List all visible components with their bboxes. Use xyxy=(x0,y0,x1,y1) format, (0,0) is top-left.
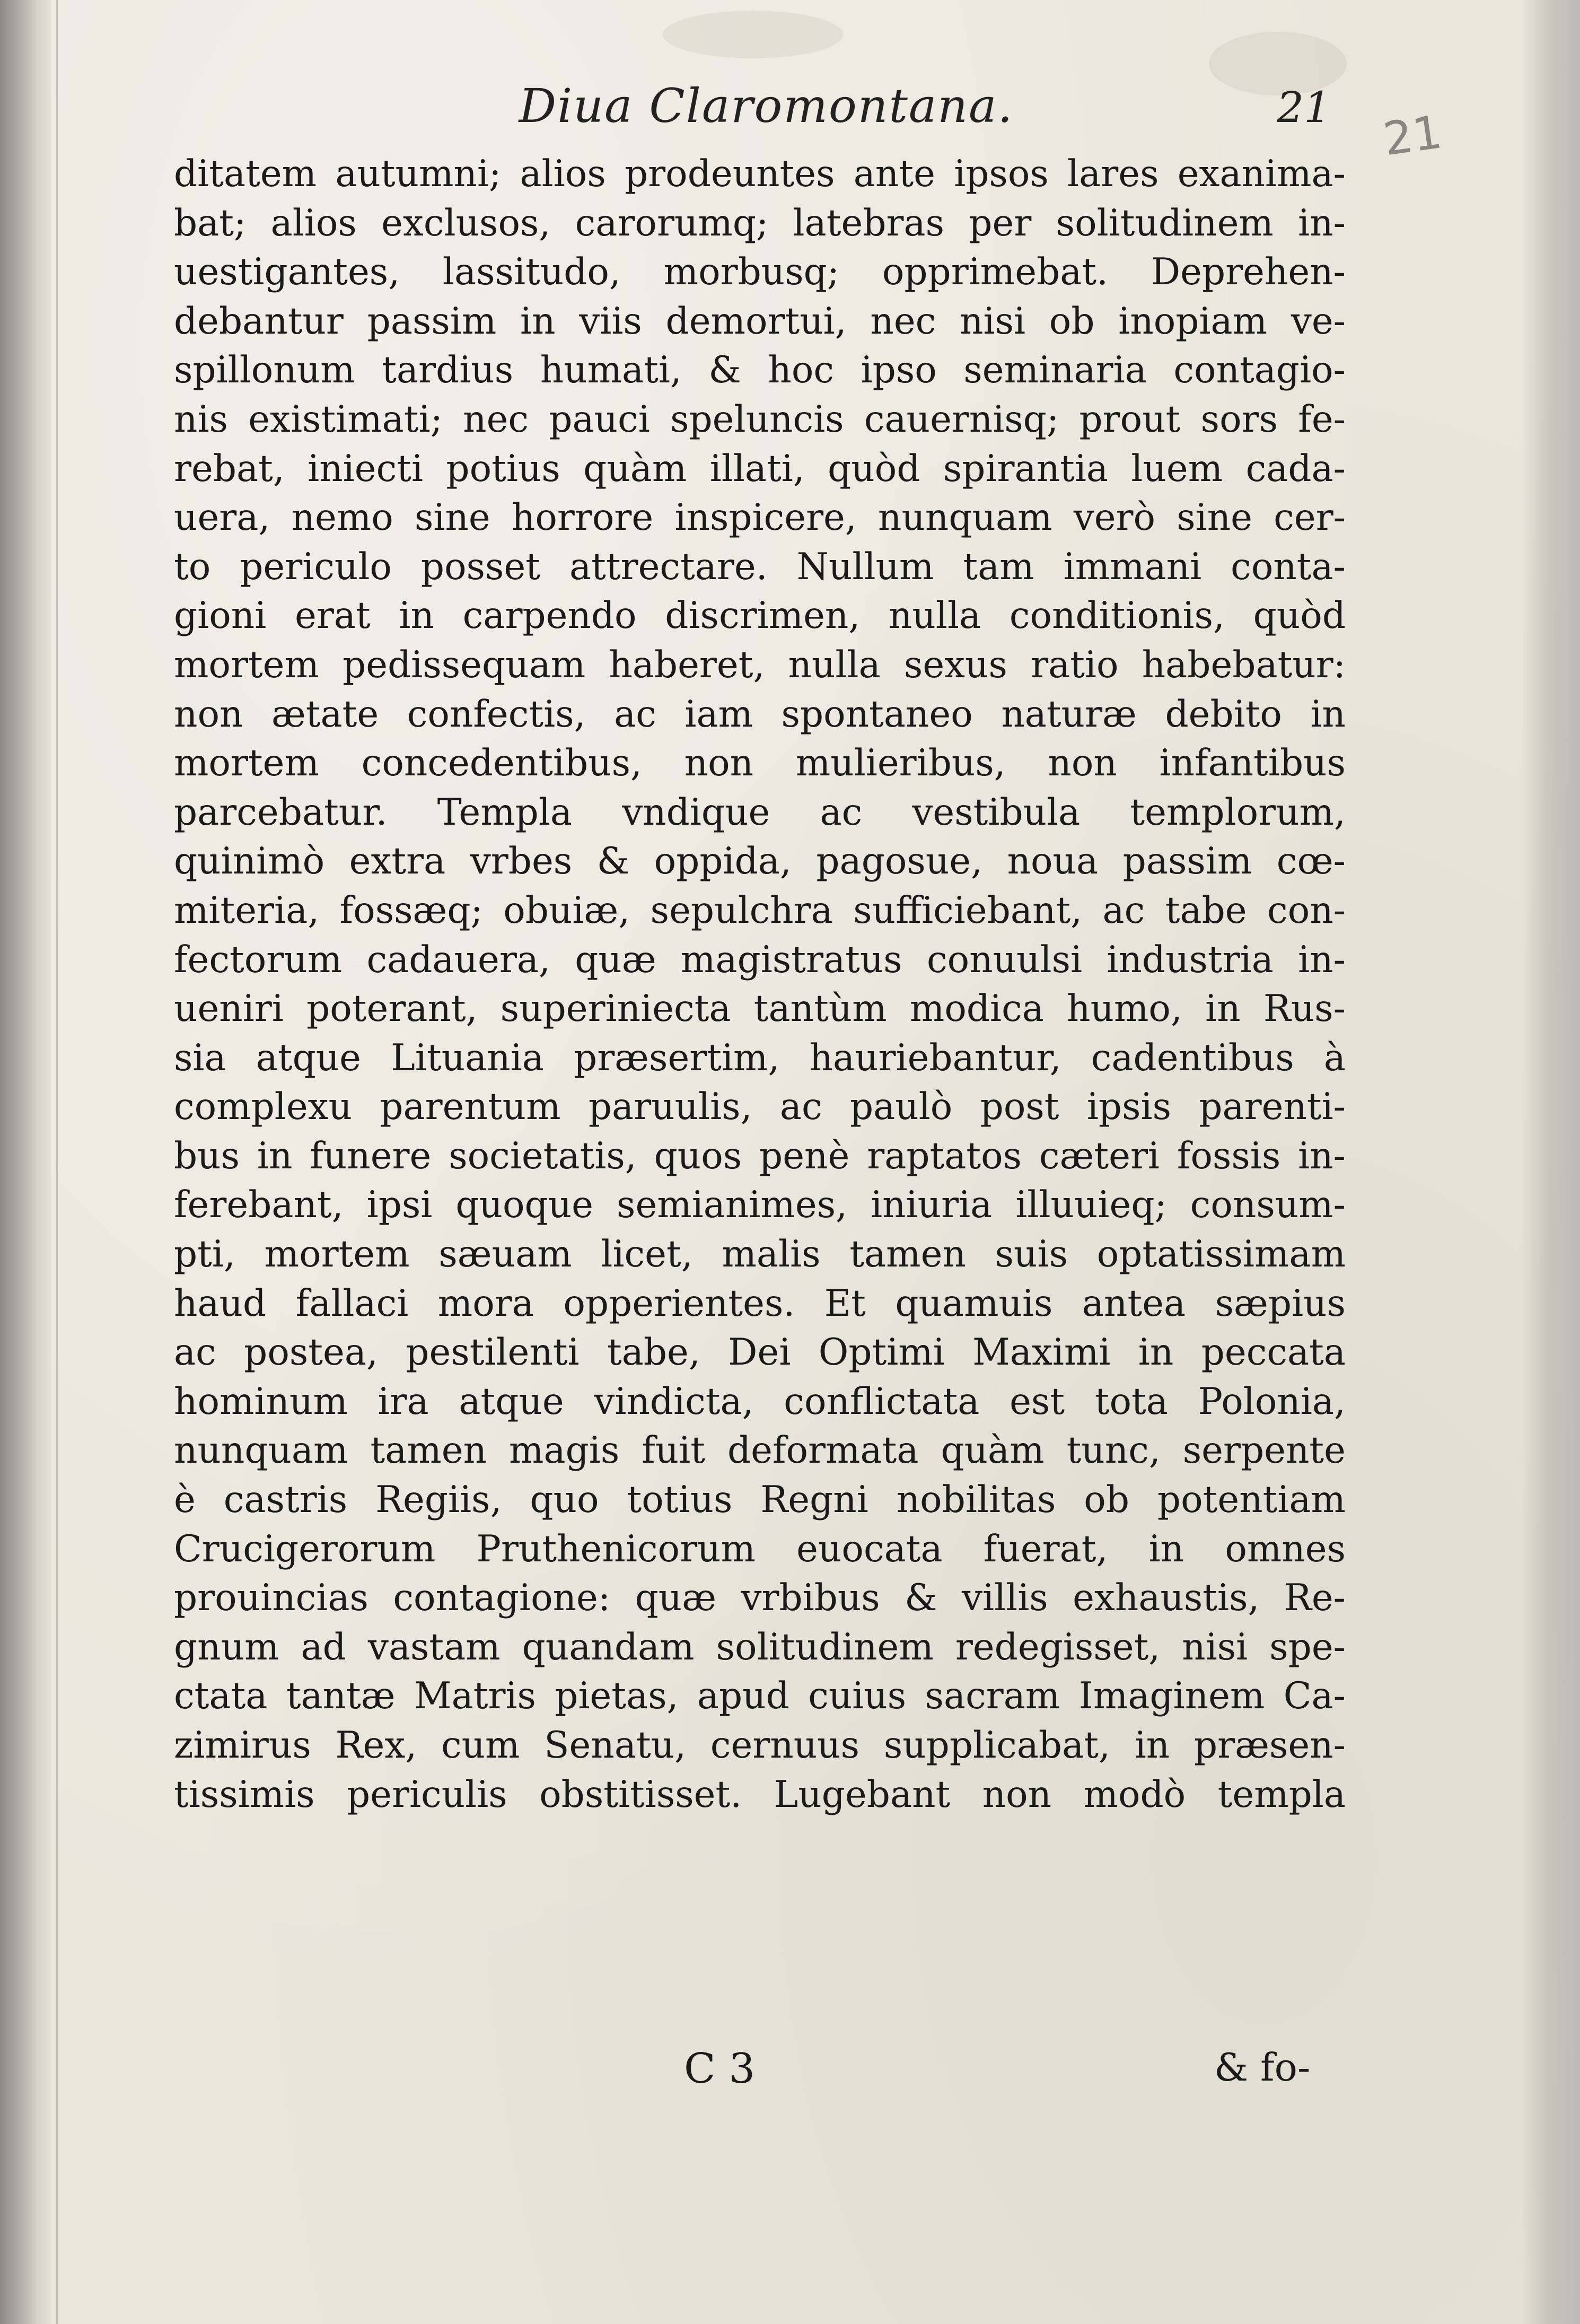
pencil-page-note: 21 xyxy=(1380,106,1445,167)
text-line: uestigantes, lassitudo, morbusq; opprimebat. Deprehen- xyxy=(174,251,1346,294)
text-line: pti, mortem sæuam licet, malis tamen suis optatissimam xyxy=(174,1233,1346,1276)
text-line: debantur passim in viis demortui, nec nisi ob inopiam ve- xyxy=(174,300,1346,343)
text-line: ctata tantæ Matris pietas, apud cuius sacram Imaginem Ca- xyxy=(174,1675,1346,1718)
page-number: 21 xyxy=(1277,83,1331,132)
text-line: to periculo posset attrectare. Nullum tam immani conta- xyxy=(174,545,1346,588)
text-line: gnum ad vastam quandam solitudinem redegisset, nisi spe- xyxy=(174,1626,1346,1668)
text-line: complexu parentum paruulis, ac paulò post ipsis parenti- xyxy=(174,1086,1346,1129)
binding-shadow xyxy=(0,0,51,2324)
body-text xyxy=(174,150,1346,1819)
running-title: Diua Claromontana. xyxy=(519,78,1014,133)
text-line: ferebant, ipsi quoque semianimes, iniuria illuuieq; consum- xyxy=(174,1184,1346,1227)
running-head xyxy=(175,78,1357,142)
signature-mark: C 3 xyxy=(684,2045,756,2093)
text-line: tissimis periculis obstitisset. Lugebant non modò templa xyxy=(174,1773,1346,1816)
text-line: non ætate confectis, ac iam spontaneo naturæ debito in xyxy=(174,693,1346,736)
text-line: ueniri poterant, superiniecta tantùm modica humo, in Rus- xyxy=(174,988,1346,1030)
text-line: rebat, iniecti potius quàm illati, quòd spirantia luem cada- xyxy=(174,447,1346,490)
text-line: parcebatur. Templa vndique ac vestibula templorum, xyxy=(174,791,1346,834)
text-line: bat; alios exclusos, carorumq; latebras per solitudinem in- xyxy=(174,202,1346,244)
text-line: haud fallaci mora opperientes. Et quamuis antea sæpius xyxy=(174,1282,1346,1325)
text-line: hominum ira atque vindicta, conflictata est tota Polonia, xyxy=(174,1380,1346,1423)
paper-stain xyxy=(663,11,843,58)
text-line: ditatem autumni; alios prodeuntes ante ipsos lares exanima- xyxy=(174,153,1346,195)
gutter-line xyxy=(56,0,58,2324)
text-line: prouincias contagione: quæ vrbibus & villis exhaustis, Re- xyxy=(174,1577,1346,1620)
text-line: Crucigerorum Pruthenicorum euocata fuerat, in omnes xyxy=(174,1527,1346,1570)
text-line: zimirus Rex, cum Senatu, cernuus supplicabat, in præsen- xyxy=(174,1724,1346,1767)
text-line: miteria, fossæq; obuiæ, sepulchra sufficiebant, ac tabe con- xyxy=(174,889,1346,932)
page-footer xyxy=(684,2045,1336,2103)
text-line: mortem concedentibus, non mulieribus, non infantibus xyxy=(174,742,1346,785)
text-line: fectorum cadauera, quæ magistratus conuulsi industria in- xyxy=(174,938,1346,981)
text-line: nis existimati; nec pauci speluncis cauernisq; prout sors fe- xyxy=(174,398,1346,441)
text-line: ac postea, pestilenti tabe, Dei Optimi Maximi in peccata xyxy=(174,1331,1346,1374)
page-edge-shadow xyxy=(1522,0,1580,2324)
text-line: nunquam tamen magis fuit deformata quàm tunc, serpente xyxy=(174,1429,1346,1472)
text-line: gioni erat in carpendo discrimen, nulla conditionis, quòd xyxy=(174,595,1346,637)
text-line: spillonum tardius humati, & hoc ipso seminaria contagio- xyxy=(174,349,1346,392)
text-line: è castris Regiis, quo totius Regni nobilitas ob potentiam xyxy=(174,1479,1346,1522)
text-line: uera, nemo sine horrore inspicere, nunquam verò sine cer- xyxy=(174,496,1346,539)
text-line: quinimò extra vrbes & oppida, pagosue, noua passim cœ- xyxy=(174,840,1346,883)
catchword: & fo- xyxy=(1214,2045,1311,2090)
text-line: sia atque Lituania præsertim, hauriebantur, cadentibus à xyxy=(174,1036,1346,1079)
text-line: mortem pedissequam haberet, nulla sexus ratio habebatur: xyxy=(174,643,1346,686)
text-line: bus in funere societatis, quos penè raptatos cæteri fossis in- xyxy=(174,1134,1346,1177)
